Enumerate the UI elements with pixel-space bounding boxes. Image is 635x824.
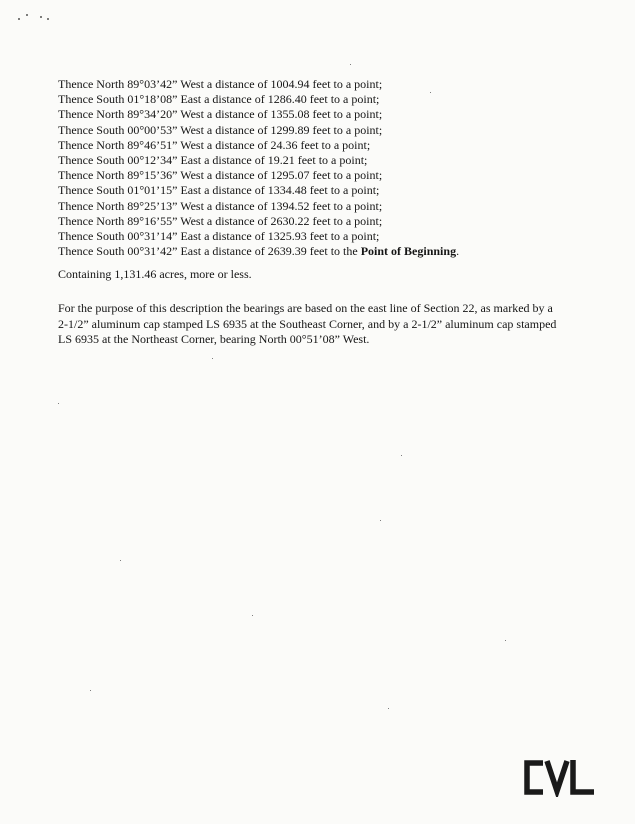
call-line: Thence North 89°34’20” West a distance of 1355.08 feet to a point;: [58, 107, 383, 122]
call-line: Thence North 89°15’36” West a distance of 1295.07 feet to a point;: [58, 168, 383, 183]
call-line: Thence South 00°31’14” East a distance of 1325.93 feet to a point;: [58, 229, 380, 244]
call-line: Thence North 89°16’55” West a distance of 2630.22 feet to a point;: [58, 213, 383, 228]
final-call-text: Thence South 00°31’42” East a distance of 2639.39 feet to the: [58, 244, 361, 259]
call-line: Thence North 89°25’13” West a distance of 1394.52 feet to a point;: [58, 198, 383, 213]
call-line: Thence South 00°12’34” East a distance of 19.21 feet to a point;: [58, 153, 368, 168]
call-line: Thence South 01°01’15” East a distance of 1334.48 feet to a point;: [58, 183, 380, 198]
cvl-logo: [521, 757, 597, 797]
call-line: Thence North 89°46’51” West a distance of 24.36 feet to a point;: [58, 137, 371, 152]
point-of-beginning: Point of Beginning: [360, 244, 457, 259]
acreage-statement: Containing 1,131.46 acres, more or less.: [58, 267, 252, 281]
call-line: Thence South 00°00’53” West a distance of 1299.89 feet to a point;: [58, 122, 383, 137]
basis-of-bearings: For the purpose of this description the bearings are based on the east line of Section 22, as marked by a 2-1/2” aluminum cap stamped LS 6935 at the Southeast Corner, and by a 2-1/2” aluminum cap stamped LS 6935 at the Northeast Corner, bearing North 00°51’08” West.: [58, 301, 557, 346]
legal-description-calls: [58, 77, 578, 259]
call-line-final: [58, 244, 578, 259]
logo-letter-c: [527, 763, 543, 792]
logo-letter-l: [573, 760, 594, 792]
logo-letter-v: [547, 761, 567, 791]
call-line: Thence South 01°18’08” East a distance of 1286.40 feet to a point;: [58, 92, 380, 107]
final-call-period: .: [456, 244, 460, 259]
call-line: Thence North 89°03’42” West a distance of 1004.94 feet to a point;: [58, 77, 383, 91]
